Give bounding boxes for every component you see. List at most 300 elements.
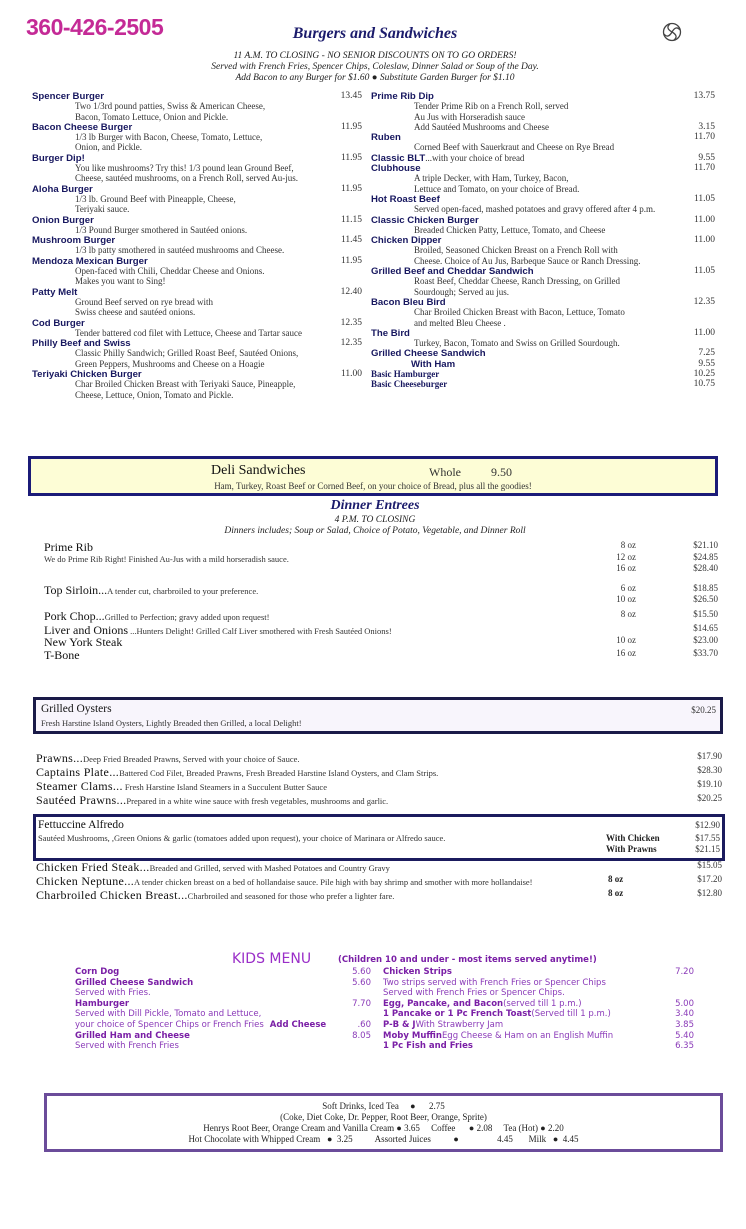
item-price: 12.35 xyxy=(340,338,362,349)
menu-item-header xyxy=(371,163,715,173)
item-name: Ruben xyxy=(371,132,401,144)
menu-row xyxy=(36,888,722,902)
dinner-price: $21.10 xyxy=(693,540,718,550)
item-note: Deep Fried Breaded Prawns, Served with your choice of Sauce. xyxy=(83,754,300,764)
kids-menu-row xyxy=(75,1041,371,1052)
kids-menu-row xyxy=(75,1009,371,1020)
deli-size: Whole xyxy=(429,465,461,479)
item-description: Ground Beef served on rye bread with xyxy=(75,296,213,307)
burgers-left-column xyxy=(32,91,362,400)
dinner-price: $14.65 xyxy=(693,622,718,633)
menu-item-header xyxy=(371,297,715,307)
sides-note: Served with French Fries, Spencer Chips, Coleslaw, Dinner Salad or Soup of the Day. xyxy=(211,62,539,72)
menu-item xyxy=(32,318,362,339)
item-description-row xyxy=(371,276,715,286)
menu-item-header xyxy=(371,215,715,225)
dinner-item-name: Prime Rib xyxy=(44,540,94,554)
fettuccine-option-price: $21.15 xyxy=(695,844,720,854)
kids-item-price: .60 xyxy=(357,1019,371,1030)
kids-item-text: Served with French Fries or Spencer Chips. xyxy=(383,988,565,999)
dinner-portion-size: 10 oz xyxy=(616,635,636,646)
item-name: Prime Rib Dip xyxy=(371,91,434,102)
item-description: Classic Philly Sandwich; Grilled Roast Beef, Sautéed Onions, xyxy=(75,348,299,359)
deli-sandwiches-box xyxy=(28,456,718,496)
item-price: 12.35 xyxy=(340,317,362,328)
menu-item xyxy=(371,215,715,236)
item-description-row xyxy=(371,112,715,122)
menu-item-header xyxy=(32,318,362,328)
item-extra-price: 3.15 xyxy=(698,121,715,132)
item-name: Teriyaki Chicken Burger xyxy=(32,369,142,381)
item-name: Bacon Cheese Burger xyxy=(32,121,133,133)
menu-item xyxy=(371,379,715,389)
item-description: 1/3 Pound Burger smothered in Sautéed onions. xyxy=(75,224,248,235)
menu-item xyxy=(371,163,715,194)
item-price: 11.00 xyxy=(693,214,715,225)
item-price: 11.95 xyxy=(340,152,362,163)
item-description: Tender battered cod filet with Lettuce, Cheese and Tartar sauce xyxy=(75,327,302,338)
kids-item-text: (served till 1 p.m.) xyxy=(503,998,582,1009)
kids-menu-row xyxy=(383,1009,694,1020)
item-description: Char Broiled Chicken Breast with Teriyaki Sauce, Pineapple, xyxy=(75,379,296,390)
kids-item-name: Egg, Pancake, and Bacon xyxy=(383,998,504,1009)
item-description-row xyxy=(371,184,715,194)
item-price: 11.95 xyxy=(340,255,362,266)
item-description-row xyxy=(32,132,362,142)
item-description-row xyxy=(32,307,362,317)
dinner-portion-size: 8 oz xyxy=(620,540,636,550)
dinner-item xyxy=(44,540,718,575)
item-price: 11.05 xyxy=(693,266,715,277)
item-description: Makes you want to Sing! xyxy=(75,276,166,287)
dinner-item-name: New York Steak xyxy=(44,635,123,650)
oysters-name: Grilled Oysters xyxy=(41,703,112,715)
item-price: 9.55 xyxy=(698,152,715,163)
dinner-item xyxy=(44,635,718,650)
kids-item-price: 3.85 xyxy=(675,1019,694,1030)
menu-item-header xyxy=(32,287,362,297)
portion-size: 8 oz xyxy=(608,888,624,898)
kids-menu-row xyxy=(75,1020,371,1031)
menu-item xyxy=(371,91,715,132)
item-description-row xyxy=(32,276,362,286)
item-name: Bacon Bleu Bird xyxy=(371,296,446,308)
item-description-row xyxy=(371,287,715,297)
menu-item xyxy=(371,348,715,369)
addons-note: Add Bacon to any Burger for $1.60 ● Substitute Garden Burger for $1.10 xyxy=(235,73,515,83)
oysters-description: Fresh Harstine Island Oysters, Lightly Breaded then Grilled, a local Delight! xyxy=(41,718,302,728)
item-description-row xyxy=(371,142,715,152)
item-description-row xyxy=(371,307,715,317)
item-description: Cheese. Choice of Au Jus, Barbeque Sauce or Ranch Dressing. xyxy=(414,255,641,266)
item-name: Basic Hamburger xyxy=(371,369,440,380)
kids-note: (Children 10 and under - most items served anytime!) xyxy=(338,955,597,965)
dinner-portion-size: 6 oz xyxy=(620,582,636,593)
item-description-row xyxy=(371,256,715,266)
item-note: Fresh Harstine Island Steamers in a Succulent Butter Sauce xyxy=(122,782,327,792)
item-description-row xyxy=(32,245,362,255)
swirl-logo-icon xyxy=(662,22,682,42)
dinner-item xyxy=(44,583,718,606)
item-description: Corned Beef with Sauerkraut and Cheese on Rye Bread xyxy=(414,142,615,153)
item-description-row xyxy=(371,318,715,328)
item-description: Tender Prime Rib on a French Roll, served xyxy=(414,101,569,112)
dinner-price: $33.70 xyxy=(693,647,718,658)
kids-item-text: Served with Fries. xyxy=(75,988,151,999)
dinner-item-note: ...Hunters Delight! Grilled Calf Liver smothered with Fresh Sautéed Onions! xyxy=(127,625,392,636)
menu-item xyxy=(32,338,362,369)
item-name: Grilled Cheese Sandwich xyxy=(371,348,486,360)
item-description: Roast Beef, Cheddar Cheese, Ranch Dressing, on Grilled xyxy=(414,276,620,287)
menu-item xyxy=(371,153,715,163)
kids-item-text: Served with Dill Pickle, Tomato and Lettuce, xyxy=(75,1009,262,1020)
item-price: $12.80 xyxy=(697,888,722,898)
menu-item xyxy=(32,235,362,256)
item-price: 11.05 xyxy=(693,193,715,204)
kids-item-price: 7.70 xyxy=(352,998,371,1009)
menu-row xyxy=(36,751,722,765)
item-description-row xyxy=(371,245,715,255)
item-name: Grilled Beef and Cheddar Sandwich xyxy=(371,266,534,278)
fettuccine-option-label: With Chicken xyxy=(606,833,660,843)
item-description-row xyxy=(32,194,362,204)
item-price: 11.00 xyxy=(693,235,715,246)
fettuccine-description: Sautéed Mushrooms, ,Green Onions & garlic (tomatoes added upon request), your choice of Marinara or Alfredo sauce. xyxy=(38,833,446,843)
item-name: Steamer Clams... xyxy=(36,779,123,793)
item-subitem-row xyxy=(371,359,715,369)
item-price: 10.75 xyxy=(693,379,715,390)
kids-item-price: 5.60 xyxy=(352,977,371,988)
menu-item xyxy=(371,266,715,297)
item-price: 11.00 xyxy=(340,369,362,380)
item-description: Swiss cheese and sautéed onions. xyxy=(75,307,196,318)
dinner-item-name: T-Bone xyxy=(44,647,80,662)
grilled-oysters-box xyxy=(33,697,723,734)
item-name: Hot Roast Beef xyxy=(371,193,440,205)
item-price: 11.70 xyxy=(693,163,715,174)
item-description-row xyxy=(371,173,715,183)
item-name: Classic BLT xyxy=(371,152,426,164)
fettuccine-option-label: With Prawns xyxy=(606,844,657,854)
item-description: 1/3 lb Burger with Bacon, Cheese, Tomato, Lettuce, xyxy=(75,132,263,143)
menu-item-header xyxy=(32,122,362,132)
item-description: and melted Bleu Cheese . xyxy=(414,317,506,328)
item-name: Mushroom Burger xyxy=(32,235,116,247)
dinner-portion-size: 16 oz xyxy=(616,563,636,574)
menu-row xyxy=(36,779,722,793)
dinner-item-name: Liver and Onions xyxy=(44,622,128,637)
kids-menu-row xyxy=(383,988,694,999)
dinner-includes: Dinners includes; Soup or Salad, Choice of Potato, Vegetable, and Dinner Roll xyxy=(224,526,526,536)
menu-item xyxy=(32,153,362,184)
menu-item xyxy=(32,256,362,287)
item-description: Cheese, sautéed mushrooms, on a French Roll, served Au-jus. xyxy=(75,173,298,184)
menu-row xyxy=(36,793,722,807)
deli-name: Deli Sandwiches xyxy=(211,463,306,478)
menu-item-header xyxy=(371,153,715,163)
fettuccine-box xyxy=(33,814,725,861)
item-description-row xyxy=(371,101,715,111)
kids-item-text: (Served till 1 p.m.) xyxy=(531,1009,611,1020)
item-name: Classic Chicken Burger xyxy=(371,214,479,226)
item-price: $19.10 xyxy=(697,779,722,789)
portion-size: 8 oz xyxy=(608,874,624,884)
kids-item-text: With Strawberry Jam xyxy=(415,1019,504,1030)
item-description-row xyxy=(371,225,715,235)
kids-item-name: 1 Pancake or 1 Pc French Toast xyxy=(383,1009,532,1020)
item-extra: Add Sautéed Mushrooms and Cheese xyxy=(414,121,549,132)
item-note: Battered Cod Filet, Breaded Prawns, Fresh Breaded Harstine Island Oysters, and Clam Strips. xyxy=(119,768,439,778)
dinner-row xyxy=(44,609,718,621)
item-name: The Bird xyxy=(371,327,410,339)
item-price: 12.40 xyxy=(340,286,362,297)
menu-row xyxy=(36,860,722,874)
item-name: Clubhouse xyxy=(371,163,421,175)
item-description: Cheese, Lettuce, Onion, Tomato and Pickle. xyxy=(75,389,234,400)
menu-item-header xyxy=(32,215,362,225)
item-subitem-price: 9.55 xyxy=(698,358,715,369)
item-note: ...with your choice of bread xyxy=(425,152,525,163)
dinner-price: $28.40 xyxy=(693,563,718,574)
menu-item xyxy=(32,122,362,153)
dinner-row xyxy=(44,563,718,575)
dinner-price: $18.85 xyxy=(693,582,718,593)
kids-menu-row xyxy=(75,967,371,978)
kids-item-price: 6.35 xyxy=(675,1041,694,1052)
item-price: $20.25 xyxy=(697,793,722,803)
dinner-row xyxy=(44,583,718,595)
kids-menu-row xyxy=(383,1020,694,1031)
item-name: Chicken Neptune... xyxy=(36,874,135,888)
kids-item-name: Grilled Cheese Sandwich xyxy=(75,977,194,988)
fettuccine-price: $12.90 xyxy=(695,820,720,830)
menu-item-header xyxy=(32,184,362,194)
section-title-burgers: Burgers and Sandwiches xyxy=(292,25,458,42)
drinks-box xyxy=(44,1093,723,1152)
kids-menu-row xyxy=(383,1031,694,1042)
item-note: A tender chicken breast on a bed of hollandaise sauce. Pile high with bay shrimp and smother with more hollandaise! xyxy=(134,877,533,887)
kids-item-price: 7.20 xyxy=(675,967,694,977)
item-price: 11.00 xyxy=(693,327,715,338)
item-description-row xyxy=(32,390,362,400)
kids-item-price: 5.60 xyxy=(352,967,371,977)
item-name: Onion Burger xyxy=(32,214,94,226)
dinner-portion-size: 8 oz xyxy=(620,608,636,619)
item-price: 11.15 xyxy=(340,214,362,225)
menu-item-header xyxy=(32,256,362,266)
item-price: $28.30 xyxy=(697,765,722,775)
menu-item xyxy=(32,215,362,236)
item-description: Two 1/3rd pound patties, Swiss & American Cheese, xyxy=(75,101,266,112)
oysters-price: $20.25 xyxy=(691,705,716,715)
menu-item-header xyxy=(371,194,715,204)
menu-row xyxy=(36,874,722,888)
menu-item xyxy=(32,369,362,400)
item-description: 1/3 lb. Ground Beef with Pineapple, Cheese, xyxy=(75,193,236,204)
item-name: Basic Cheeseburger xyxy=(371,379,448,390)
item-name: Burger Dip! xyxy=(32,152,85,164)
kids-item-price: 3.40 xyxy=(675,1009,694,1020)
item-description: Breaded Chicken Patty, Lettuce, Tomato, and Cheese xyxy=(414,224,606,235)
item-description-row xyxy=(32,328,362,338)
item-description-row xyxy=(371,204,715,214)
dinner-item-description: We do Prime Rib Right! Finished Au-Jus with a mild horseradish sauce. xyxy=(44,553,289,564)
item-price: 11.45 xyxy=(340,235,362,246)
menu-item xyxy=(32,184,362,215)
item-description-row xyxy=(32,112,362,122)
dinner-row xyxy=(44,552,718,564)
item-description: Served open-faced, mashed potatoes and gravy offered after 4 p.m. xyxy=(414,204,656,215)
menu-item-header xyxy=(32,369,362,379)
menu-item xyxy=(371,369,715,379)
item-price: 10.25 xyxy=(693,369,715,380)
item-name: Chicken Fried Steak... xyxy=(36,860,150,874)
menu-item xyxy=(32,287,362,318)
item-price: 12.35 xyxy=(693,296,715,307)
fettuccine-option-price: $17.55 xyxy=(695,833,720,843)
item-name: Cod Burger xyxy=(32,317,85,329)
drinks-line: Soft Drinks, Iced Tea ● 2.75 xyxy=(322,1101,445,1111)
kids-item-name: P-B & J xyxy=(383,1019,416,1030)
item-description: Char Broiled Chicken Breast with Bacon, Lettuce, Tomato xyxy=(414,307,625,318)
item-description-row xyxy=(32,297,362,307)
menu-row xyxy=(36,765,722,779)
chicken-list xyxy=(36,860,722,902)
menu-item xyxy=(32,91,362,122)
item-description-row xyxy=(32,379,362,389)
item-price: $15.05 xyxy=(697,860,722,870)
dinner-row xyxy=(44,635,718,650)
dinner-price: $24.85 xyxy=(693,551,718,562)
item-description-row xyxy=(32,142,362,152)
item-note: Charbroiled and seasoned for those who prefer a lighter fare. xyxy=(187,891,395,901)
menu-item-header xyxy=(371,328,715,338)
item-description: Teriyaki sauce. xyxy=(75,204,130,215)
drinks-line: Hot Chocolate with Whipped Cream ● 3.25 Assorted Juices ● 4.45 Milk ● 4.45 xyxy=(188,1134,579,1144)
menu-item-header xyxy=(371,379,715,389)
item-price: 11.95 xyxy=(340,183,362,194)
dinner-item xyxy=(44,648,718,660)
dinner-hours: 4 P.M. TO CLOSING xyxy=(334,515,416,525)
kids-menu-row xyxy=(75,988,371,999)
kids-item-name: Hamburger xyxy=(75,998,130,1009)
kids-item-text: Two strips served with French Fries or Spencer Chips xyxy=(383,977,606,988)
dinner-row xyxy=(44,594,718,606)
dinner-price: $23.00 xyxy=(693,635,718,646)
dinner-price: $26.50 xyxy=(693,594,718,605)
item-name: Mendoza Mexican Burger xyxy=(32,255,148,267)
menu-item-header xyxy=(32,91,362,101)
kids-item-name: Moby Muffin xyxy=(383,1030,442,1041)
item-description-row xyxy=(371,338,715,348)
item-subitem-name: With Ham xyxy=(411,358,456,370)
item-price: 13.75 xyxy=(693,91,715,101)
item-name: Philly Beef and Swiss xyxy=(32,338,131,350)
menu-item-header xyxy=(32,338,362,348)
menu-item xyxy=(371,132,715,153)
item-description-row xyxy=(32,204,362,214)
dinner-row xyxy=(44,540,718,552)
item-description-row xyxy=(32,359,362,369)
item-description-row xyxy=(32,266,362,276)
section-title-dinner: Dinner Entrees xyxy=(330,498,420,513)
item-description: Au Jus with Horseradish sauce xyxy=(414,111,525,122)
menu-item-header xyxy=(32,235,362,245)
deli-price: 9.50 xyxy=(491,465,512,479)
item-description: Lettuce and Tomato, on your choice of Bread. xyxy=(414,183,580,194)
item-note: Prepared in a white wine sauce with fresh vegetables, mushrooms and garlic. xyxy=(126,796,389,806)
menu-item-header xyxy=(371,348,715,358)
item-description: Turkey, Bacon, Tomato and Swiss on Grilled Sourdough. xyxy=(414,338,620,349)
kids-menu-row xyxy=(383,978,694,989)
item-name: Spencer Burger xyxy=(32,91,104,102)
menu-item-header xyxy=(371,235,715,245)
menu-item-header xyxy=(371,91,715,101)
dinner-item xyxy=(44,623,718,635)
dinner-item-note: A tender cut, charbroiled to your preference. xyxy=(107,585,259,596)
menu-item xyxy=(371,194,715,215)
item-name: Aloha Burger xyxy=(32,183,93,195)
item-name: Prawns... xyxy=(36,751,84,765)
kids-item-name: 1 Pc Fish and Fries xyxy=(383,1041,473,1052)
item-description: You like mushrooms? Try this! 1/3 pound lean Ground Beef, xyxy=(75,163,294,174)
menu-item xyxy=(371,297,715,328)
item-description-row xyxy=(32,173,362,183)
kids-menu-row xyxy=(383,967,694,978)
fettuccine-name: Fettuccine Alfredo xyxy=(38,819,124,831)
item-description: A triple Decker, with Ham, Turkey, Bacon, xyxy=(414,173,569,184)
menu-item xyxy=(371,235,715,266)
item-price: 7.25 xyxy=(698,348,715,359)
menu-item-header xyxy=(371,132,715,142)
drinks-line: (Coke, Diet Coke, Dr. Pepper, Root Beer, Orange, Sprite) xyxy=(280,1112,487,1122)
kids-menu-row xyxy=(75,1031,371,1042)
item-description: Open-faced with Chili, Cheddar Cheese and Onions. xyxy=(75,266,265,277)
item-price: 13.45 xyxy=(340,91,362,101)
item-description-row xyxy=(32,348,362,358)
item-description: Bacon, Tomato Lettuce, Onion and Pickle. xyxy=(75,111,229,122)
menu-item xyxy=(371,328,715,349)
dinner-row xyxy=(44,623,718,635)
section-title-kids: KIDS MENU xyxy=(232,951,312,967)
dinner-portion-size: 12 oz xyxy=(616,551,636,562)
item-name: Sautéed Prawns... xyxy=(36,793,127,807)
item-description: Sourdough; Served au jus. xyxy=(414,286,509,297)
dinner-item-note: Grilled to Perfection; gravy added upon request! xyxy=(104,611,270,622)
deli-description: Ham, Turkey, Roast Beef or Corned Beef, on your choice of Bread, plus all the goodies! xyxy=(214,481,532,491)
dinner-item-name: Top Sirloin... xyxy=(44,582,108,597)
kids-item-name: Grilled Ham and Cheese xyxy=(75,1030,190,1041)
kids-item-text: Egg Cheese & Ham on an English Muffin xyxy=(441,1030,614,1041)
kids-item-name: Corn Dog xyxy=(75,967,120,977)
menu-item-header xyxy=(371,266,715,276)
kids-menu-row xyxy=(383,999,694,1010)
dinner-row xyxy=(44,648,718,660)
kids-menu-row xyxy=(75,978,371,989)
item-price: $17.90 xyxy=(697,751,722,761)
item-description: Broiled, Seasoned Chicken Breast on a French Roll with xyxy=(414,245,618,256)
kids-addon: Add Cheese xyxy=(269,1019,327,1030)
kids-item-text: your choice of Spencer Chips or French Fries xyxy=(75,1019,264,1030)
drinks-line: Henrys Root Beer, Orange Cream and Vanilla Cream ● 3.65 Coffee ● 2.08 Tea (Hot) ● 2.20 xyxy=(203,1123,564,1133)
item-description: Onion, and Pickle. xyxy=(75,142,142,153)
item-description-row xyxy=(32,163,362,173)
kids-item-price: 5.00 xyxy=(675,998,694,1009)
dinner-item-name: Pork Chop... xyxy=(44,608,105,623)
hours-note: 11 A.M. TO CLOSING - NO SENIOR DISCOUNTS ON TO GO ORDERS! xyxy=(233,51,517,61)
item-price: $17.20 xyxy=(697,874,722,884)
kids-item-price: 5.40 xyxy=(675,1030,694,1041)
